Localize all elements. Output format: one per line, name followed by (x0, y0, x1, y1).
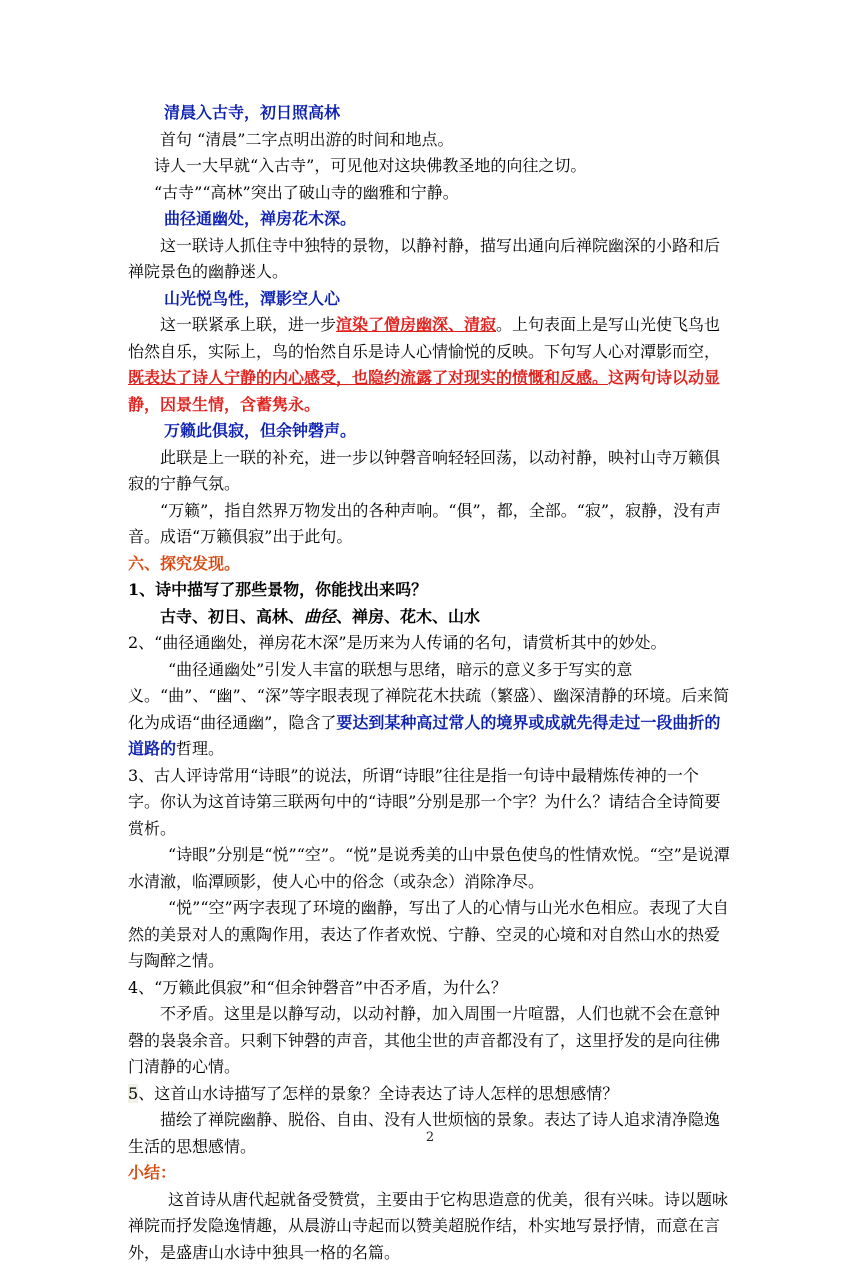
text-run: 。上句表面上是写山光使飞鸟也怡然自乐，实际上，鸟的怡然自乐是诗人心情愉悦的反映。下句写人心对潭影而空， (128, 315, 720, 361)
heading-line-3: 山光悦鸟性，潭影空人心 (128, 286, 730, 313)
emphasis-text: 既表达了诗人宁静的内心感受，也隐约流露了对现实的愤慨和反感。 (128, 368, 608, 387)
page-number: 2 (0, 1130, 860, 1145)
paragraph: “古寺”“高林”突出了破山寺的幽雅和宁静。 (128, 180, 730, 207)
heading-line-2: 曲径通幽处，禅房花木深。 (128, 206, 730, 233)
document-body (128, 100, 730, 1266)
emphasis-text: 要达到某种高过常人的境界或成就先得走过一段曲折的道路的 (128, 713, 720, 759)
text-run: 这一联紧承上联，进一步 (160, 315, 336, 334)
question-1: 1、诗中描写了那些景物，你能找出来吗？ (128, 577, 730, 604)
section-heading: 六、探究发现。 (128, 551, 730, 578)
paragraph: 此联是上一联的补充，进一步以钟磬音响轻轻回荡，以动衬静，映衬山寺万籁俱寂的宁静气氛。 (128, 445, 730, 498)
answer-2 (128, 657, 730, 763)
text-run: “曲径通幽处”引发人丰富的联想与思绪，暗示的意义多于写实的意义。“曲”、“幽”、“深”等字眼表现了禅院花木扶疏（繁盛）、幽深清静的环境。后来简化为成语“曲径通幽”，隐含了 (128, 660, 729, 732)
question-2: 2、“曲径通幽处，禅房花木深”是历来为人传诵的名句，请赏析其中的妙处。 (128, 630, 730, 657)
text-run: 、禅房、花木、山水 (336, 607, 480, 626)
question-3: 3、古人评诗常用“诗眼”的说法，所谓“诗眼”往往是指一句诗中最精炼传神的一个字。你认为这首诗第三联两句中的“诗眼”分别是那一个字？为什么？请结合全诗简要赏析。 (128, 763, 730, 843)
question-5 (128, 1081, 730, 1108)
text-run: 哲理。 (176, 739, 224, 758)
paragraph: “万籁”，指自然界万物发出的各种声响。“俱”，都，全部。“寂”，寂静，没有声音。成语“万籁俱寂”出于此句。 (128, 498, 730, 551)
answer-3a: “诗眼”分别是“悦”“空”。“悦”是说秀美的山中景色使鸟的性情欢悦。“空”是说潭水清澈，临潭顾影，使人心中的俗念（或杂念）消除净尽。 (128, 842, 730, 895)
heading-line-4: 万籁此俱寂，但余钟磬声。 (128, 418, 730, 445)
answer-4: 不矛盾。这里是以静写动，以动衬静，加入周围一片喧嚣，人们也就不会在意钟磬的袅袅余音。只剩下钟磬的声音，其他尘世的声音都没有了，这里抒发的是向往佛门清静的心情。 (128, 1001, 730, 1081)
answer-3b: “悦”“空”两字表现了环境的幽静，写出了人的心情与山光水色相应。表现了大自然的美景对人的熏陶作用，表达了作者欢悦、宁静、空灵的心境和对自然山水的热爱与陶醉之情。 (128, 895, 730, 975)
text-run: 曲径 (304, 607, 336, 626)
paragraph: 诗人一大早就“入古寺”，可见他对这块佛教圣地的向往之切。 (128, 153, 730, 180)
summary-heading: 小结： (128, 1160, 730, 1187)
text-run: 、这首山水诗描写了怎样的景象？全诗表达了诗人怎样的思想感情？ (138, 1084, 618, 1103)
answer-5: 描绘了禅院幽静、脱俗、自由、没有人世烦恼的景象。表达了诗人追求清净隐逸生活的思想感情。 (128, 1107, 730, 1160)
answer-1 (128, 604, 730, 631)
emphasis-text: 渲染了僧房幽深、清寂 (336, 315, 496, 334)
emphasis-text: 这两句诗以动显静，因景生情，含蓄隽永。 (128, 368, 720, 414)
text-run: 古寺、初日、高林、 (160, 607, 304, 626)
paragraph: 首句 “清晨”二字点明出游的时间和地点。 (128, 127, 730, 154)
paragraph-line-3-analysis (128, 312, 730, 418)
paragraph: 这一联诗人抓住寺中独特的景物，以静衬静，描写出通向后禅院幽深的小路和后禅院景色的幽静迷人。 (128, 233, 730, 286)
question-4: 4、“万籁此俱寂”和“但余钟磬音”中否矛盾，为什么？ (128, 975, 730, 1002)
summary-paragraph: 这首诗从唐代起就备受赞赏，主要由于它构思造意的优美，很有兴味。诗以题咏禅院而抒发隐逸情趣，从晨游山寺起而以赞美超脱作结，朴实地写景抒情，而意在言外，是盛唐山水诗中独具一格的名篇。 (128, 1187, 730, 1266)
heading-line-1: 清晨入古寺，初日照高林 (128, 100, 730, 127)
text-run: 5 (128, 1084, 138, 1103)
